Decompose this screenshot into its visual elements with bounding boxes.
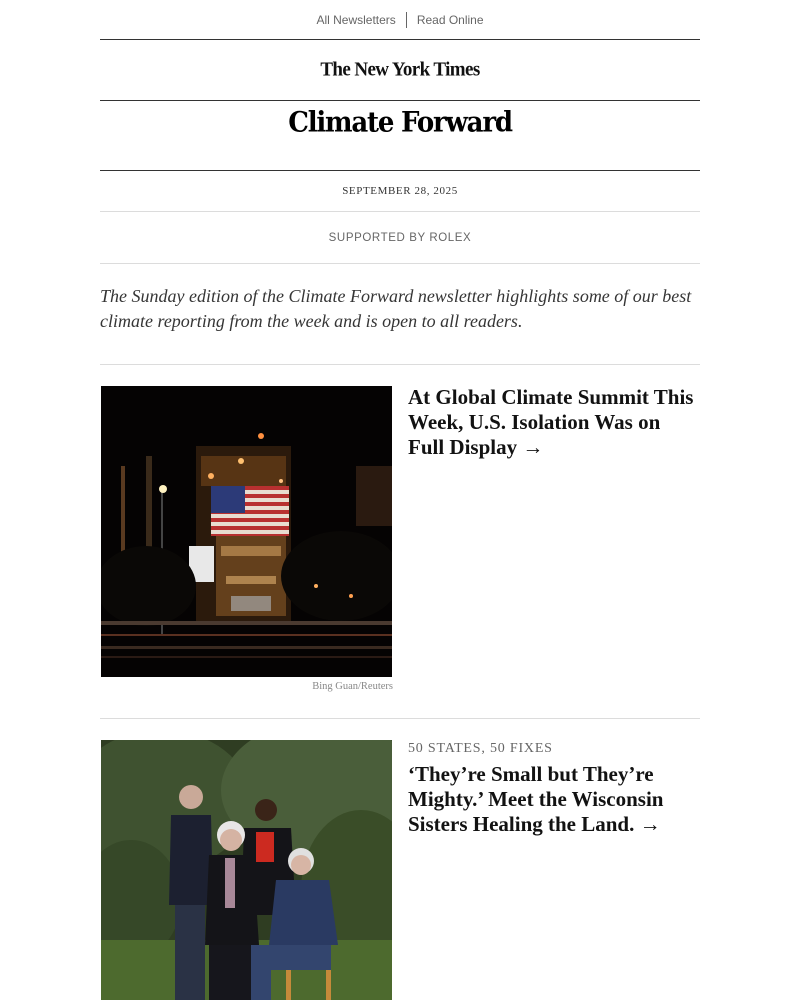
masthead (100, 40, 700, 100)
intro-text: The Sunday edition of the Climate Forward newsletter highlights some of our best climate reporting from the week and is open to all readers. (100, 286, 692, 331)
dateline: SEPTEMBER 28, 2025 (342, 185, 458, 197)
newsletter-container (100, 0, 700, 1000)
wisconsin-sisters-photo (101, 740, 392, 1000)
story-text (393, 386, 700, 692)
refinery-flag-photo (101, 386, 392, 677)
sponsor-line: SUPPORTED BY ROLEX (328, 231, 472, 244)
photo-credit: Bing Guan/Reuters (312, 681, 393, 692)
story-media (101, 386, 393, 692)
story-card (100, 719, 700, 1000)
story-kicker: 50 STATES, 50 FIXES (408, 741, 553, 756)
read-online-link[interactable]: Read Online (416, 12, 484, 27)
nyt-logo[interactable]: The New York Times (320, 58, 480, 81)
story-text (393, 740, 700, 1000)
top-nav (100, 0, 700, 39)
story-image-link[interactable] (101, 740, 393, 1000)
story-card (100, 365, 700, 692)
story-headline-link[interactable]: At Global Climate Summit This Week, U.S. Isolation Was on Full Display → (408, 385, 694, 459)
story-headline-link[interactable]: ‘They’re Small but They’re Mighty.’ Meet the Wisconsin Sisters Healing the Land. → (408, 762, 664, 836)
all-newsletters-link[interactable]: All Newsletters (316, 12, 396, 27)
spacer (100, 692, 700, 718)
newsletter-brand (100, 101, 700, 170)
story-media (101, 740, 393, 1000)
story-image-link[interactable] (101, 386, 393, 677)
newsletter-title[interactable]: Climate Forward (288, 106, 512, 139)
